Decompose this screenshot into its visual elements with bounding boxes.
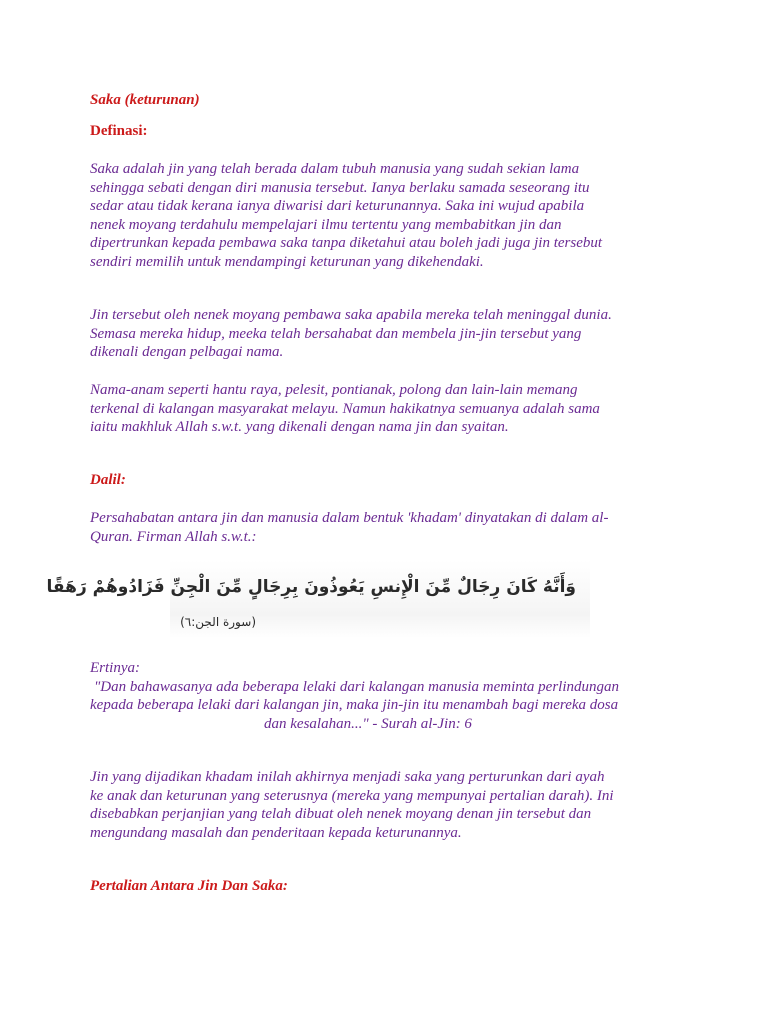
text-line: Persahabatan antara jin dan manusia dalam bentuk 'khadam' dinyatakan di dalam al- <box>90 510 609 526</box>
text-line: sedar atau tidak kerana ianya diwarisi dari keturunannya. Saka ini wujud apabila <box>90 198 585 214</box>
ertinya-label: Ertinya: <box>90 660 140 676</box>
text-line: Jin tersebut oleh nenek moyang pembawa saka apabila mereka telah meninggal dunia. <box>90 307 612 323</box>
paragraph-names <box>90 381 690 437</box>
text-line: Semasa mereka hidup, meeka telah bersahabat dan membela jin-jin tersebut yang <box>90 325 582 342</box>
paragraph-khadam-saka <box>90 768 690 842</box>
section-title-dalil: Dalil: <box>90 472 126 488</box>
text-line: terkenal di kalangan masyarakat melayu. Namun hakikatnya semuanya adalah sama <box>90 400 600 417</box>
paragraph-translation <box>90 659 690 733</box>
paragraph-jin-ancestors <box>90 306 690 362</box>
section-title-definasi: Definasi: <box>90 123 148 139</box>
section-title-pertalian: Pertalian Antara Jin Dan Saka: <box>90 878 288 894</box>
text-line: disebabkan perjanjian yang telah dibuat oleh nenek moyang denan jin tersebut dan <box>90 806 592 822</box>
translation-line: kepada beberapa lelaki dari kalangan jin, maka jin-jin itu menambah bagi mereka dosa <box>90 697 619 713</box>
surah-reference-text: (سورة الجن:٦) <box>180 615 256 629</box>
text-line: Quran. Firman Allah s.w.t.: <box>90 528 257 545</box>
text-line: ke anak dan keturunan yang seterusnya (mereka yang mempunyai pertalian darah). Ini <box>90 787 614 804</box>
text-line: dipertrunkan kepada pembawa saka tanpa diketahui atau boleh jadi juga jin tersebut <box>90 235 603 251</box>
text-line: dikenali dengan pelbagai nama. <box>90 344 284 360</box>
translation-line: "Dan bahawasanya ada beberapa lelaki dari kalangan manusia meminta perlindungan <box>94 678 620 695</box>
paragraph-definition <box>90 160 690 271</box>
quran-verse-image <box>46 560 590 638</box>
arabic-verse-text: وَأَنَّهُ كَانَ رِجَالٌ مِّنَ الْإِنسِ يَعُوذُونَ بِرِجَالٍ مِّنَ الْجِنِّ فَزَادُوهُمْ رَهَقًا <box>46 577 576 597</box>
text-line: nenek moyang terdahulu mempelajari ilmu tertentu yang membabitkan jin dan <box>90 216 562 233</box>
text-line: sendiri memilih untuk mendampingi keturunan yang dikehendaki. <box>90 253 484 270</box>
text-line: mengundang masalah dan penderitaan kepada keturunannya. <box>90 824 462 841</box>
text-line: Jin yang dijadikan khadam inilah akhirnya menjadi saka yang perturunkan dari ayah <box>90 769 605 785</box>
text-line: Saka adalah jin yang telah berada dalam tubuh manusia yang sudah sekian lama <box>90 161 580 177</box>
text-line: sehingga sebati dengan diri manusia tersebut. Ianya berlaku samada seseorang itu <box>90 179 590 196</box>
translation-line: dan kesalahan..." - Surah al-Jin: 6 <box>264 715 472 732</box>
text-line: iaitu makhluk Allah s.w.t. yang dikenali dengan nama jin dan syaitan. <box>90 419 509 435</box>
section-title-saka: Saka (keturunan) <box>90 92 200 108</box>
paragraph-friendship <box>90 509 690 546</box>
text-line: Nama-anam seperti hantu raya, pelesit, pontianak, polong dan lain-lain memang <box>90 382 578 398</box>
